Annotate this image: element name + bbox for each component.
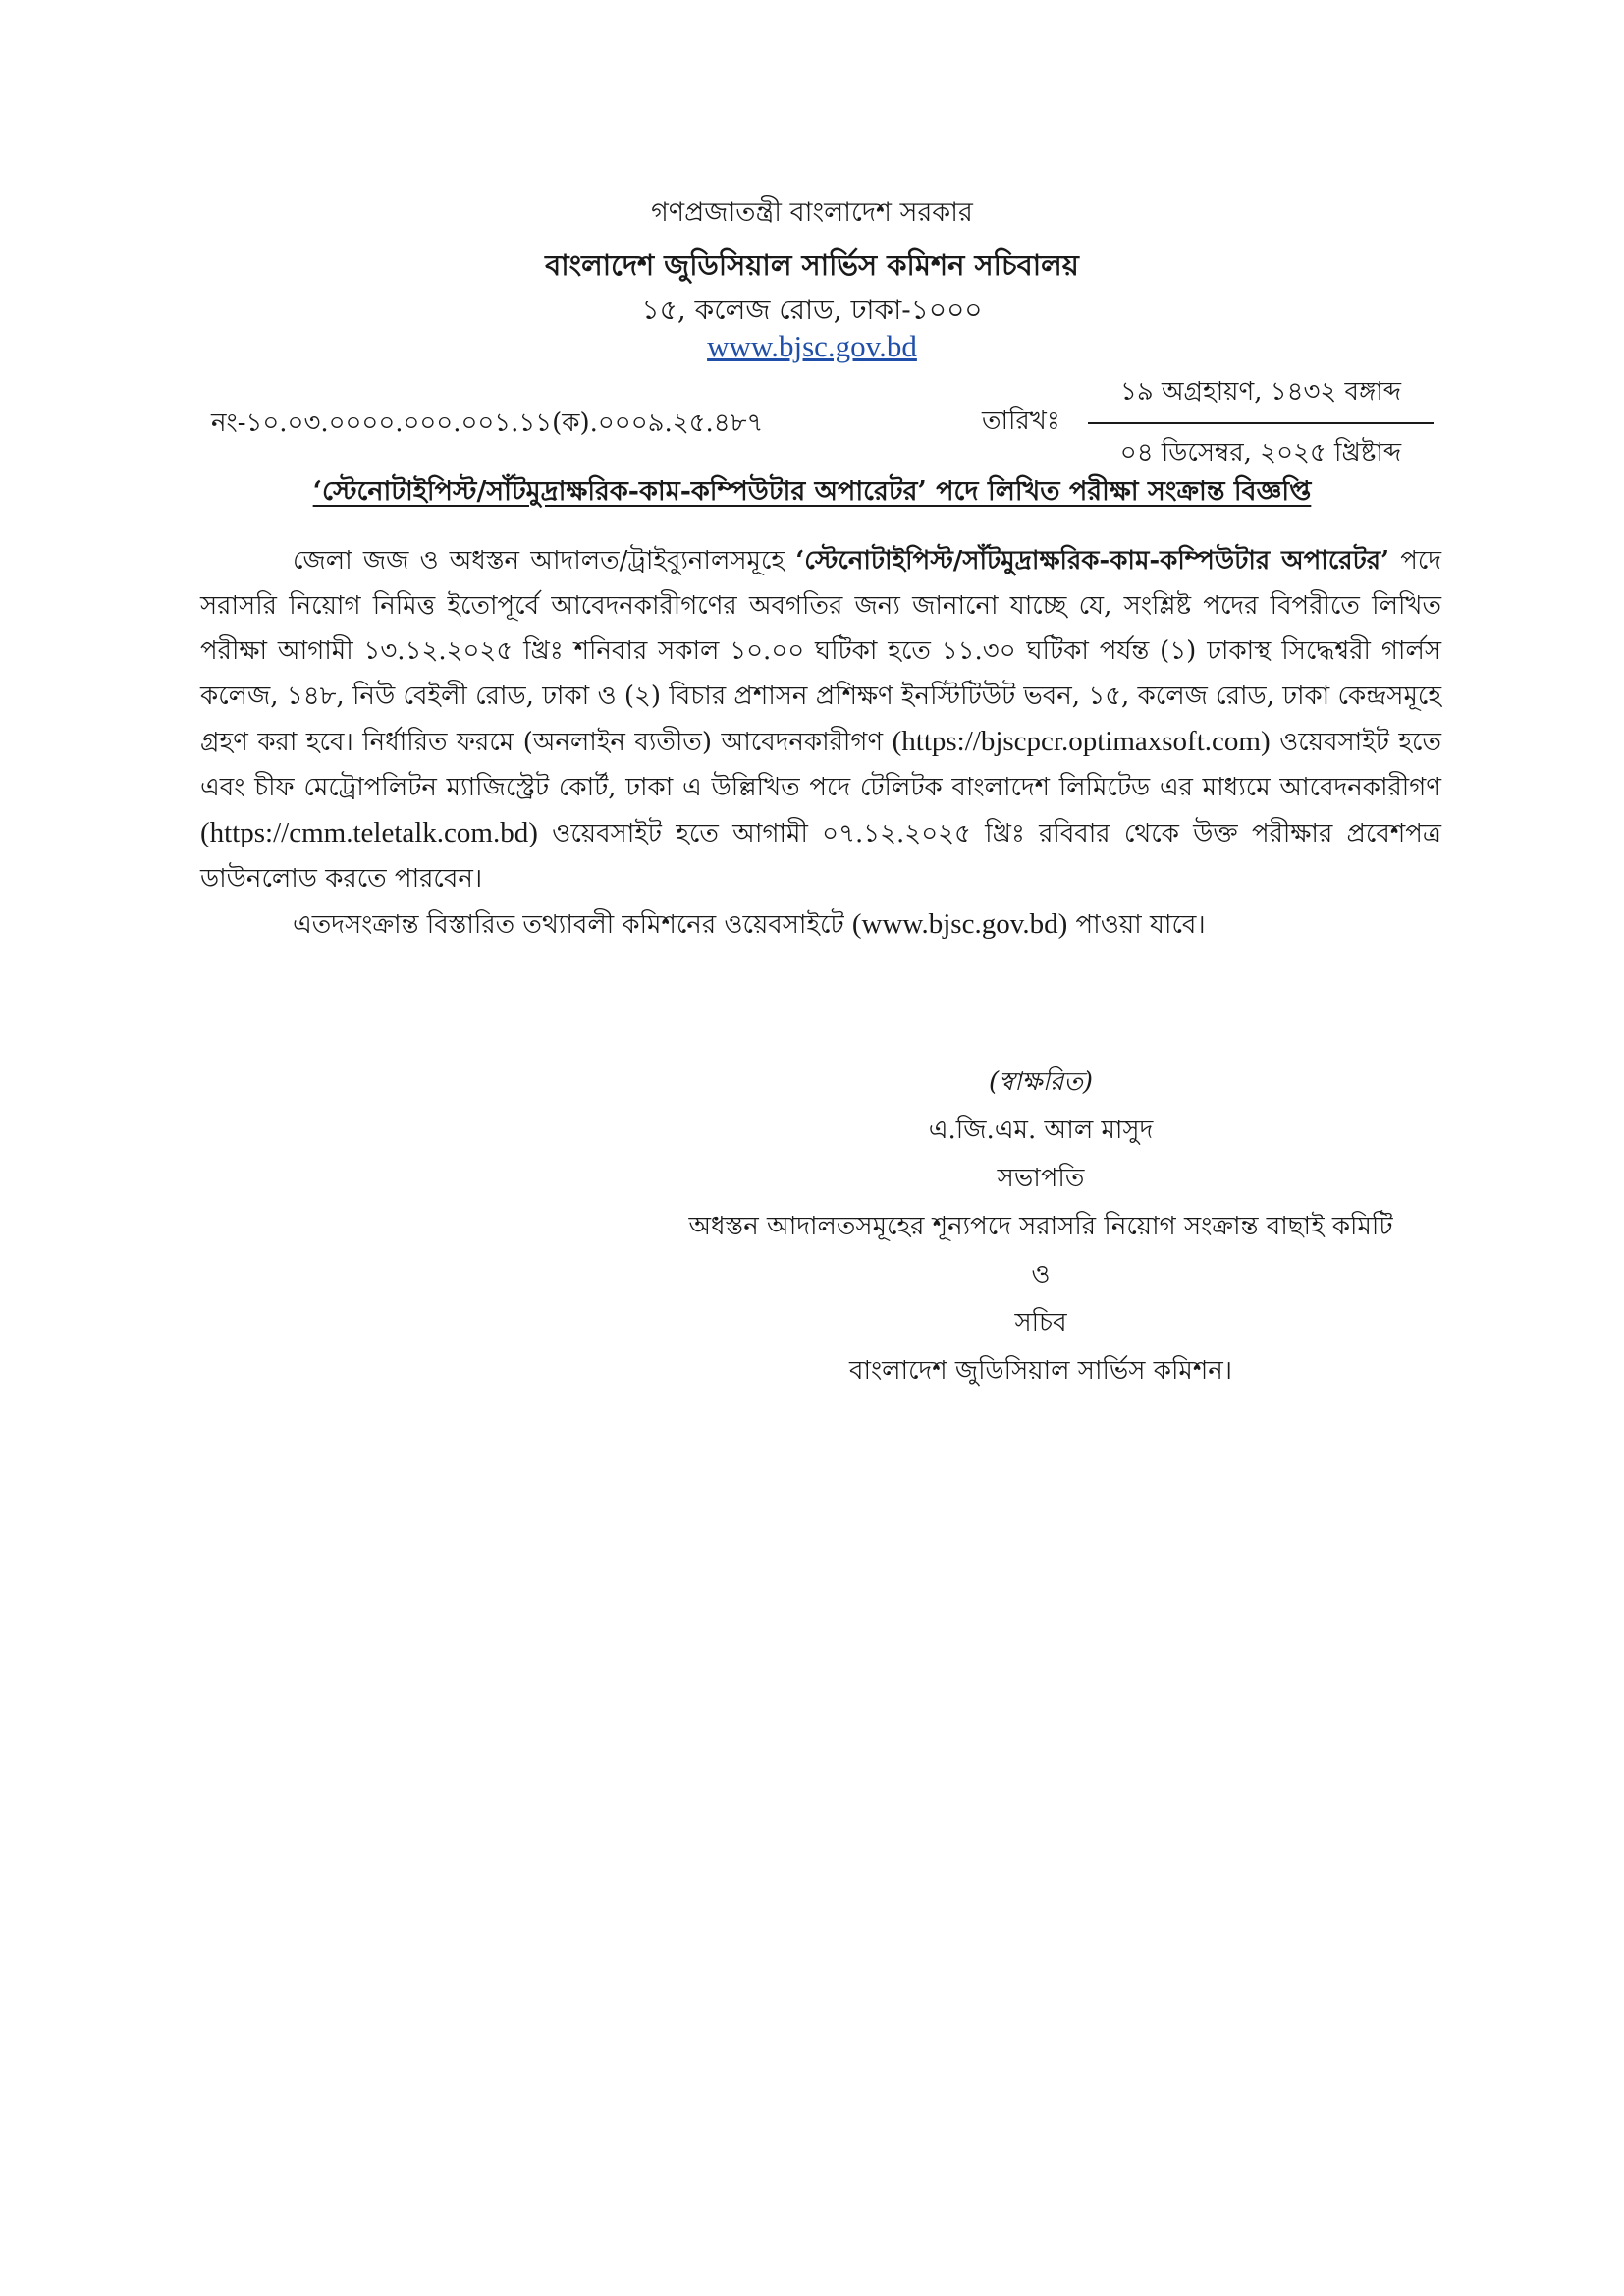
date-label: তারিখঃ: [982, 407, 1060, 436]
body-paragraph-2: [200, 902, 1441, 948]
website-link[interactable]: www.bjsc.gov.bd: [707, 329, 917, 363]
commission-site-url: (www.bjsc.gov.bd): [851, 908, 1068, 940]
p2-text-a: এতদসংক্রান্ত বিস্তারিত তথ্যাবলী কমিশনের ওয়েবসাইটে: [293, 910, 852, 940]
p1-text-b: ওয়েবসাইট হতে এবং চীফ মেট্রোপলিটন ম্যাজিস্ট্রেট কোর্ট, ঢাকা এ উল্লিখিত পদে টেলিটক বাংলাদেশ লিমিটেড এর মাধ্যমে আবেদনকারীগণ: [200, 728, 1441, 802]
designation-secretary: সচিব: [1014, 1308, 1067, 1338]
notice-title-text: ‘স্টেনোটাইপিস্ট/সাঁটমুদ্রাক্ষরিক-কাম-কম্পিউটার অপারেটর’ পদে লিখিত পরীক্ষা সংক্রান্ত বিজ্ঞপ্তি: [312, 476, 1312, 507]
teletalk-site-url: (https://cmm.teletalk.com.bd): [200, 817, 538, 848]
body-paragraph-1: [200, 538, 1441, 902]
application-site-url: (https://bjscpcr.optimaxsoft.com): [892, 726, 1271, 757]
p1-intro: জেলা জজ ও অধস্তন আদালত/ট্রাইব্যুনালসমূহে: [293, 546, 796, 575]
notice-title: [0, 471, 1624, 516]
organization-name: বাংলাদেশ জুডিসিয়াল সার্ভিস কমিশন।: [848, 1356, 1233, 1386]
post-name: ‘স্টেনোটাইপিস্ট/সাঁটমুদ্রাক্ষরিক-কাম-কম্পিউটার অপারেটর’: [795, 546, 1390, 575]
memo-number: নং-১০.০৩.০০০০.০০০.০০১.১১(ক).০০০৯.২৫.৪৮৭: [211, 409, 764, 438]
government-name: গণপ্রজাতন্ত্রী বাংলাদেশ সরকার: [651, 197, 973, 228]
signatory-name: এ.জি.এম. আল মাসুদ: [928, 1116, 1154, 1145]
website-header: [0, 329, 1624, 364]
committee-name: অধস্তন আদালতসমূহের শূন্যপদে সরাসরি নিয়োগ সংক্রান্ত বাছাই কমিটি: [688, 1212, 1393, 1241]
date-box: [1088, 371, 1434, 475]
date-bengali: ১৯ অগ্রহায়ণ, ১৪৩২ বঙ্গাব্দ: [1088, 371, 1434, 424]
signed-marker: (স্বাক্ষরিত): [989, 1067, 1093, 1097]
conjunction: ও: [1031, 1260, 1051, 1289]
office-address: ১৫, কলেজ রোড, ঢাকা-১০০০: [641, 294, 983, 326]
date-gregorian: ০৪ ডিসেম্বর, ২০২৫ খ্রিষ্টাব্দ: [1119, 438, 1402, 467]
office-name: বাংলাদেশ জুডিসিয়াল সার্ভিস কমিশন সচিবালয়: [545, 248, 1079, 282]
notice-body: [200, 538, 1441, 948]
designation-chairman: সভাপতি: [997, 1164, 1085, 1193]
p2-text-b: পাওয়া যাবে।: [1067, 910, 1206, 940]
signature-block: [609, 1059, 1473, 1395]
p1-text-c: ওয়েবসাইট হতে আগামী ০৭.১২.২০২৫ খ্রিঃ রবিবার থেকে উক্ত পরীক্ষার প্রবেশপত্র ডাউনলোড করতে পারবেন।: [200, 819, 1441, 894]
p1-text-a: পদে সরাসরি নিয়োগ নিমিত্ত ইতোপূর্বে আবেদনকারীগণের অবগতির জন্য জানানো যাচ্ছে যে, সংশ্লিষ্ট পদের বিপরীতে লিখিত পরীক্ষা আগামী ১৩.১২.২০২৫ খ্রিঃ শনিবার সকাল ১০.০০ ঘটিকা হতে ১১.৩০ ঘটিকা পর্যন্ত (১) ঢাকাস্থ সিদ্ধেশ্বরী গার্লস কলেজ, ১৪৮, নিউ বেইলী রোড, ঢাকা ও (২) বিচার প্রশাসন প্রশিক্ষণ ইনস্টিটিউট ভবন, ১৫, কলেজ রোড, ঢাকা কেন্দ্রসমূহে গ্রহণ করা হবে। নির্ধারিত ফরমে (অনলাইন ব্যতীত) আবেদনকারীগণ: [200, 546, 1441, 757]
